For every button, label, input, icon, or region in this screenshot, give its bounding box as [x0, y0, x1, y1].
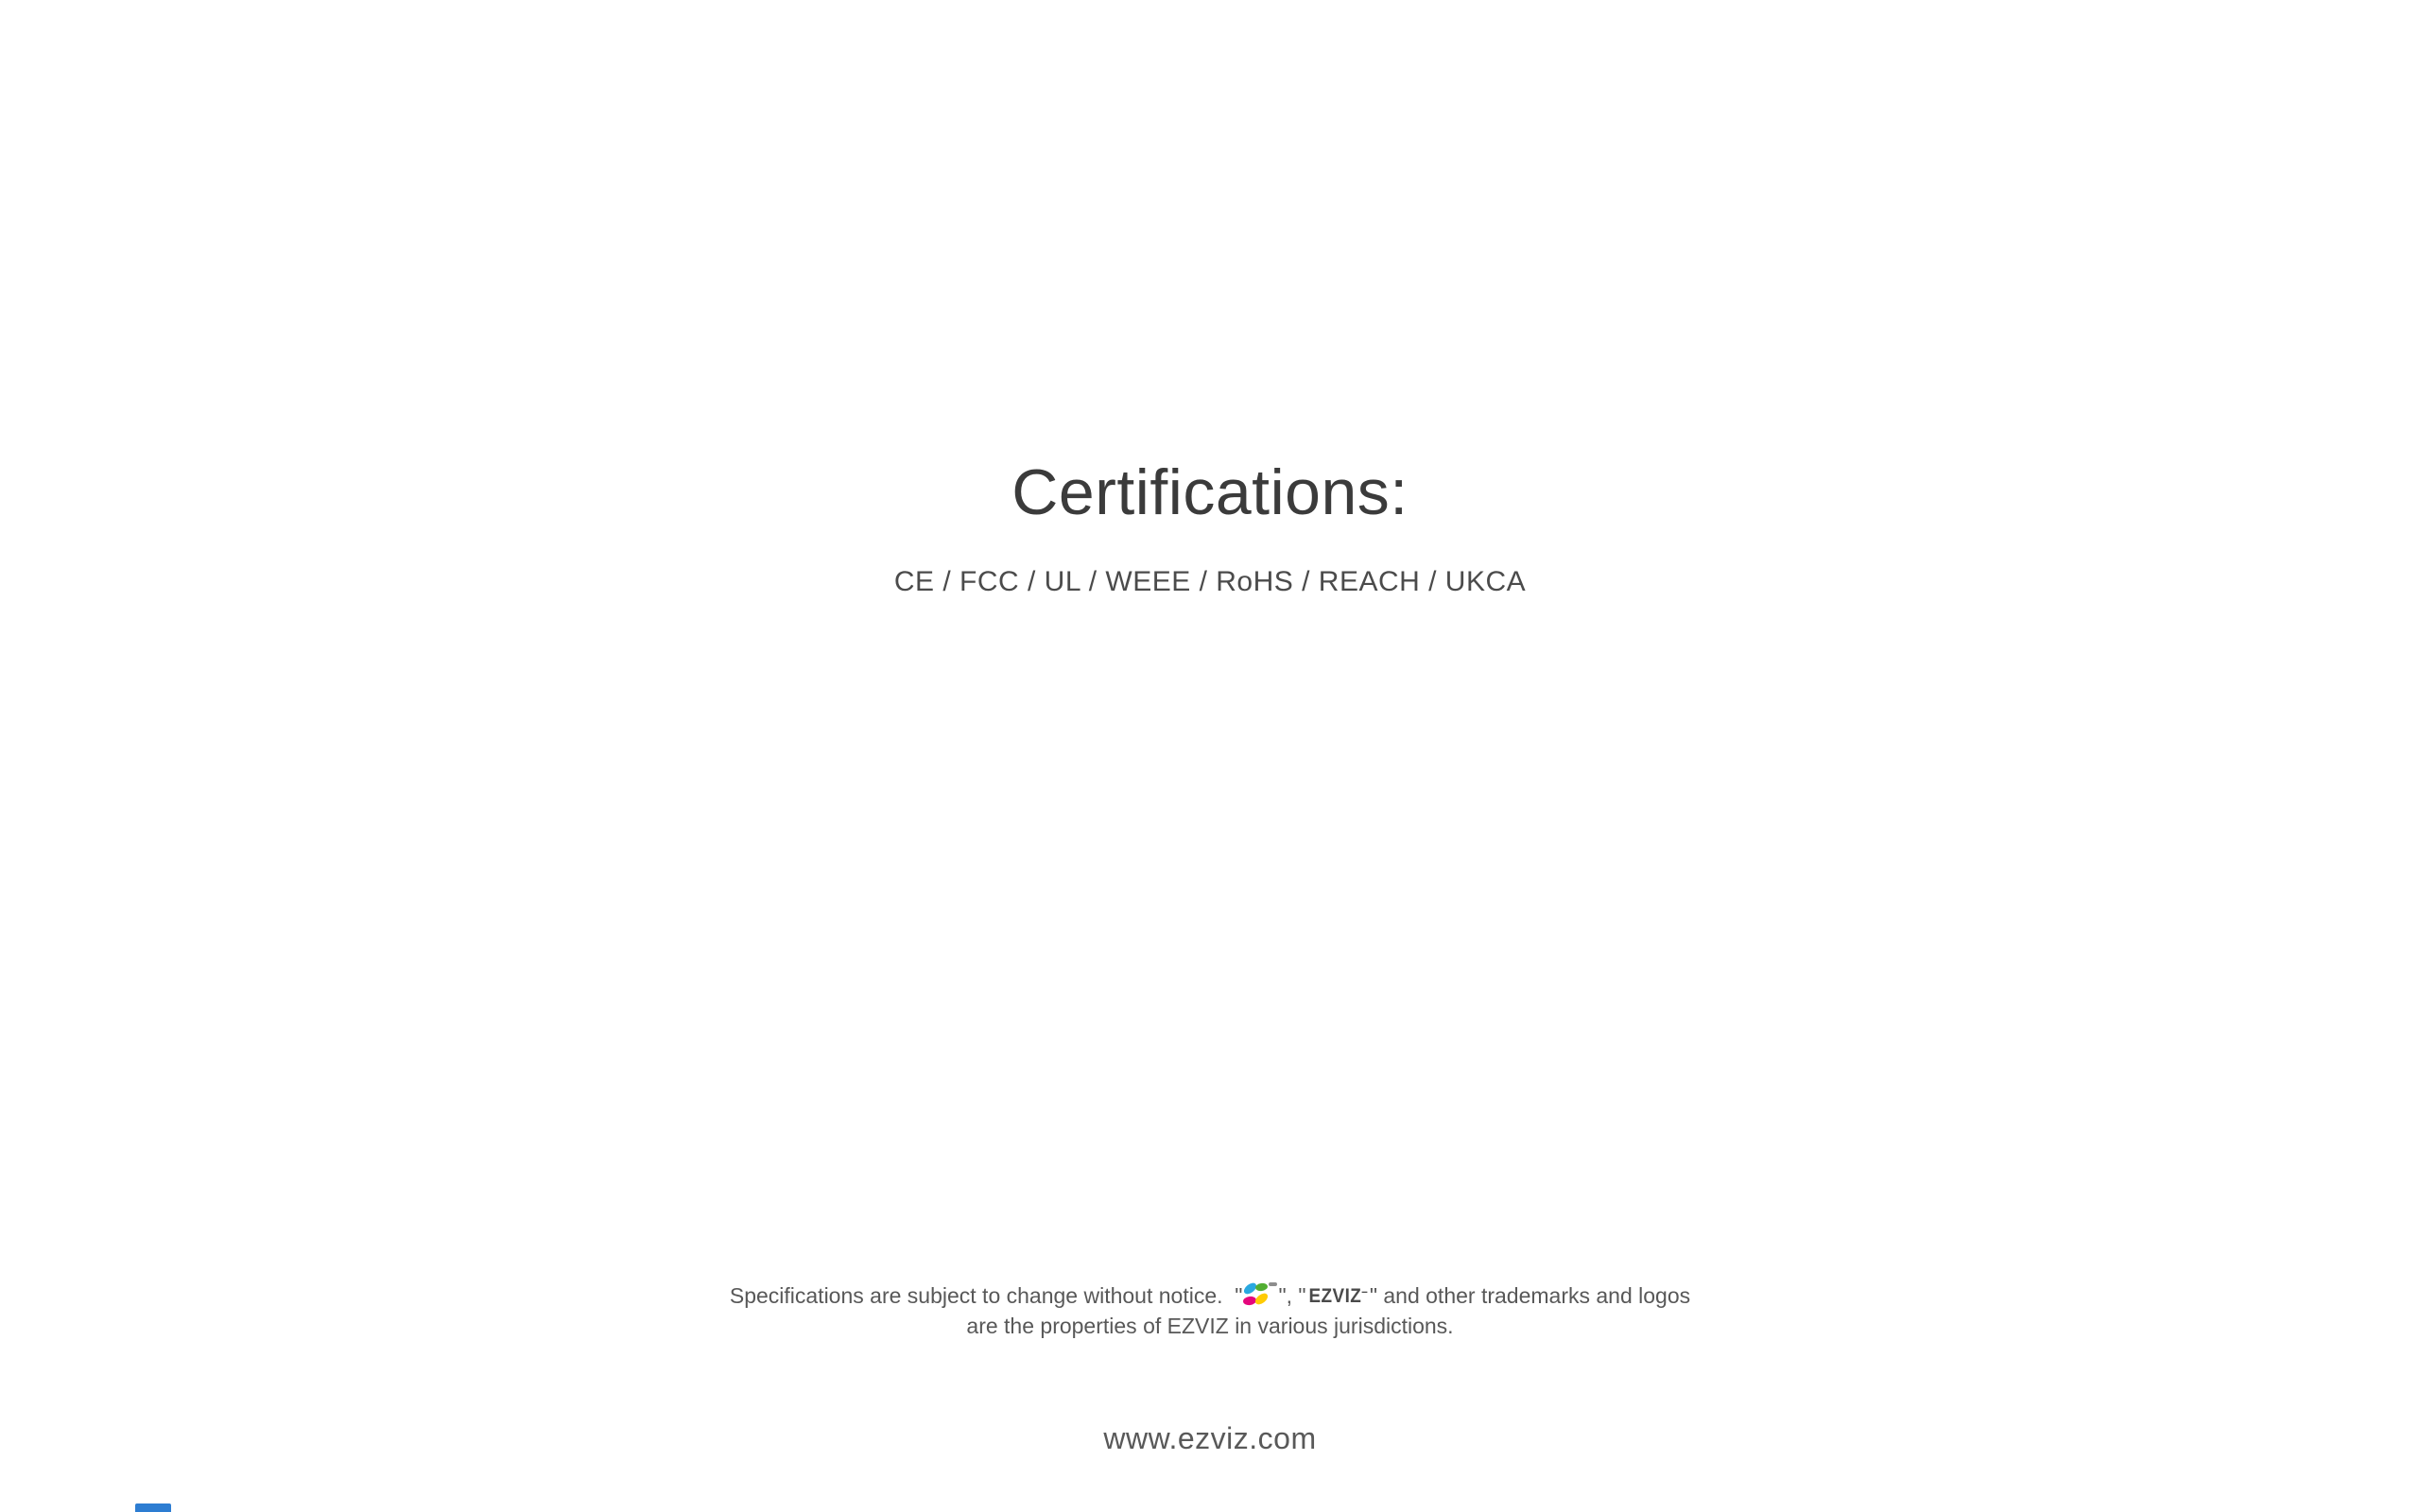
trademark-dash: –: [1360, 1284, 1368, 1298]
flower-petal-yellow: [1253, 1291, 1270, 1306]
ezviz-wordmark-text: EZVIZ: [1308, 1285, 1361, 1307]
disclaimer-text-between: ", ": [1278, 1283, 1306, 1308]
ezviz-wordmark: [1308, 1277, 1367, 1311]
disclaimer-line2: are the properties of EZVIZ in various jurisdictions.: [966, 1314, 1454, 1338]
ezviz-flower-icon: [1243, 1282, 1277, 1308]
website-link[interactable]: www.ezviz.com: [1103, 1421, 1317, 1455]
disclaimer-text-after-logo: " and other trademarks and logos: [1369, 1283, 1691, 1308]
certifications-list: CE / FCC / UL / WEEE / RoHS / REACH / UKCA: [893, 566, 1527, 597]
footer-disclaimer: [0, 1278, 2420, 1341]
flower-petal-green: [1255, 1282, 1269, 1292]
corner-accent-bar: [135, 1503, 171, 1512]
flower-dash-mark: [1269, 1282, 1277, 1286]
disclaimer-text-before-logo: Specifications are subject to change without notice. ": [729, 1283, 1243, 1308]
page-title: Certifications:: [1011, 456, 1409, 528]
